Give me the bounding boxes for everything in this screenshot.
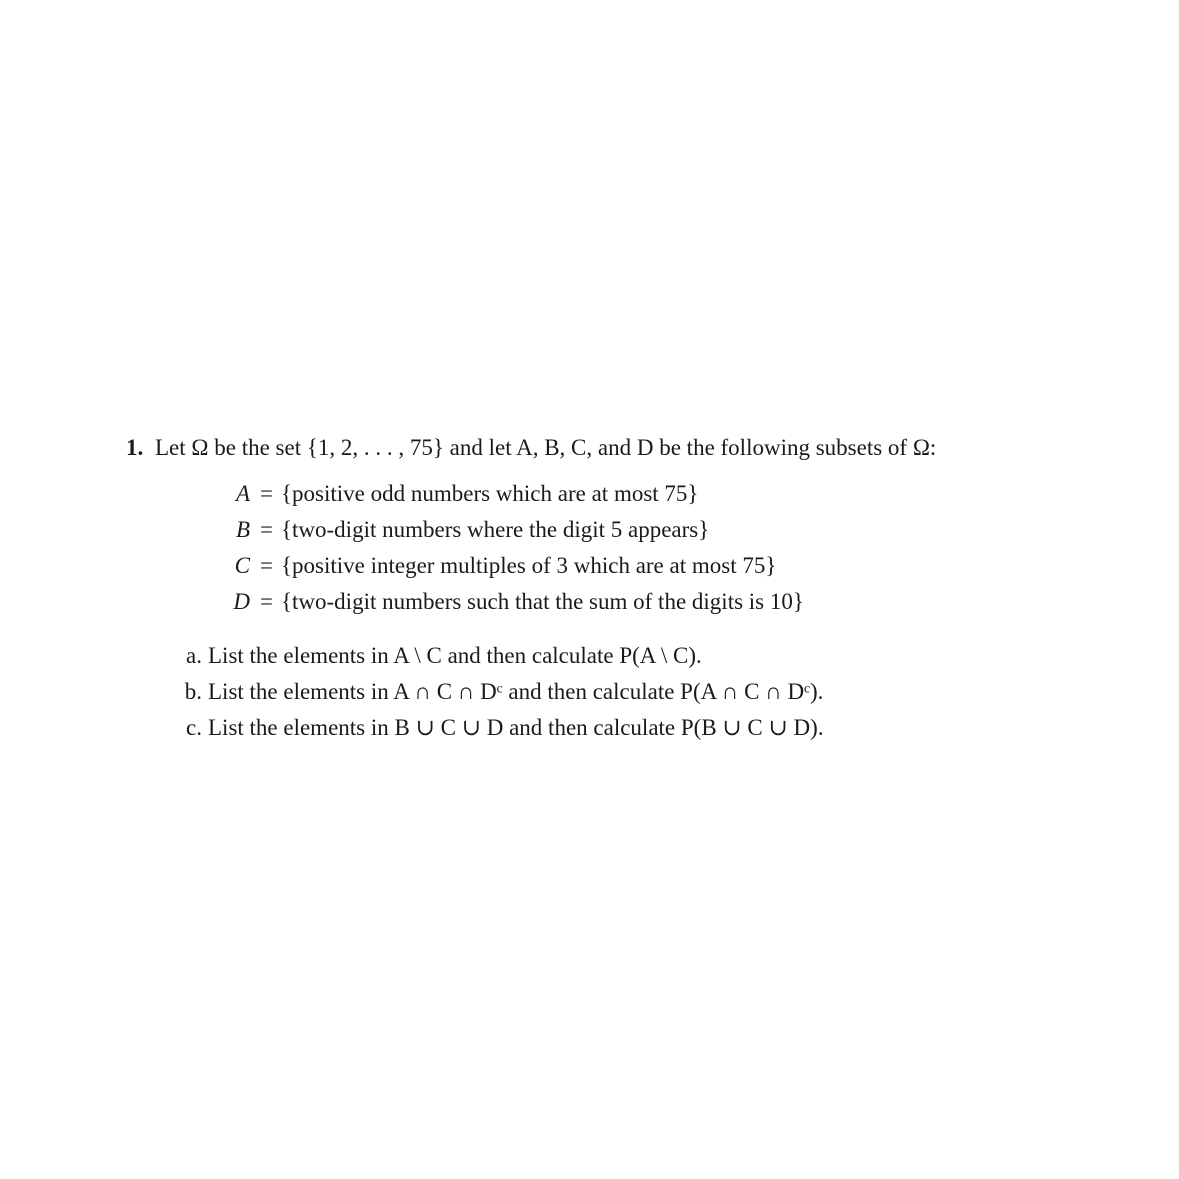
- set-definition-a: [126, 478, 1086, 514]
- sub-questions: [126, 640, 1086, 748]
- sub-question-text: List the elements in A ∩ C ∩ Dᶜ and then calculate P(A ∩ C ∩ Dᶜ).: [208, 679, 824, 704]
- set-definitions: [126, 478, 1086, 622]
- sub-question-b: [126, 676, 1086, 712]
- problem-1: [126, 432, 1086, 748]
- set-name: B: [235, 517, 250, 542]
- sub-question-label: c.: [186, 715, 202, 740]
- set-definition-d: [126, 586, 1086, 622]
- set-name: C: [234, 553, 250, 578]
- equals-sign: =: [260, 589, 273, 614]
- equals-sign: =: [260, 481, 273, 506]
- set-description: {two-digit numbers where the digit 5 appears}: [280, 517, 710, 542]
- problem-stem: Let Ω be the set {1, 2, . . . , 75} and let A, B, C, and D be the following subsets of Ω:: [155, 435, 937, 460]
- set-name: D: [233, 589, 250, 614]
- problem-number: 1.: [126, 435, 144, 460]
- set-description: {positive integer multiples of 3 which are at most 75}: [280, 553, 777, 578]
- sub-question-text: List the elements in B ∪ C ∪ D and then calculate P(B ∪ C ∪ D).: [208, 715, 824, 740]
- set-description: {positive odd numbers which are at most 75}: [280, 481, 699, 506]
- set-definition-b: [126, 514, 1086, 550]
- sub-question-text: List the elements in A \ C and then calculate P(A \ C).: [208, 643, 702, 668]
- sub-question-label: b.: [184, 679, 202, 704]
- problem-stem-line: [126, 432, 1086, 464]
- sub-question-label: a.: [186, 643, 202, 668]
- equals-sign: =: [260, 517, 273, 542]
- set-name: A: [235, 481, 250, 506]
- sub-question-a: [126, 640, 1086, 676]
- set-definition-c: [126, 550, 1086, 586]
- equals-sign: =: [260, 553, 273, 578]
- sub-question-c: [126, 712, 1086, 748]
- set-description: {two-digit numbers such that the sum of the digits is 10}: [280, 589, 804, 614]
